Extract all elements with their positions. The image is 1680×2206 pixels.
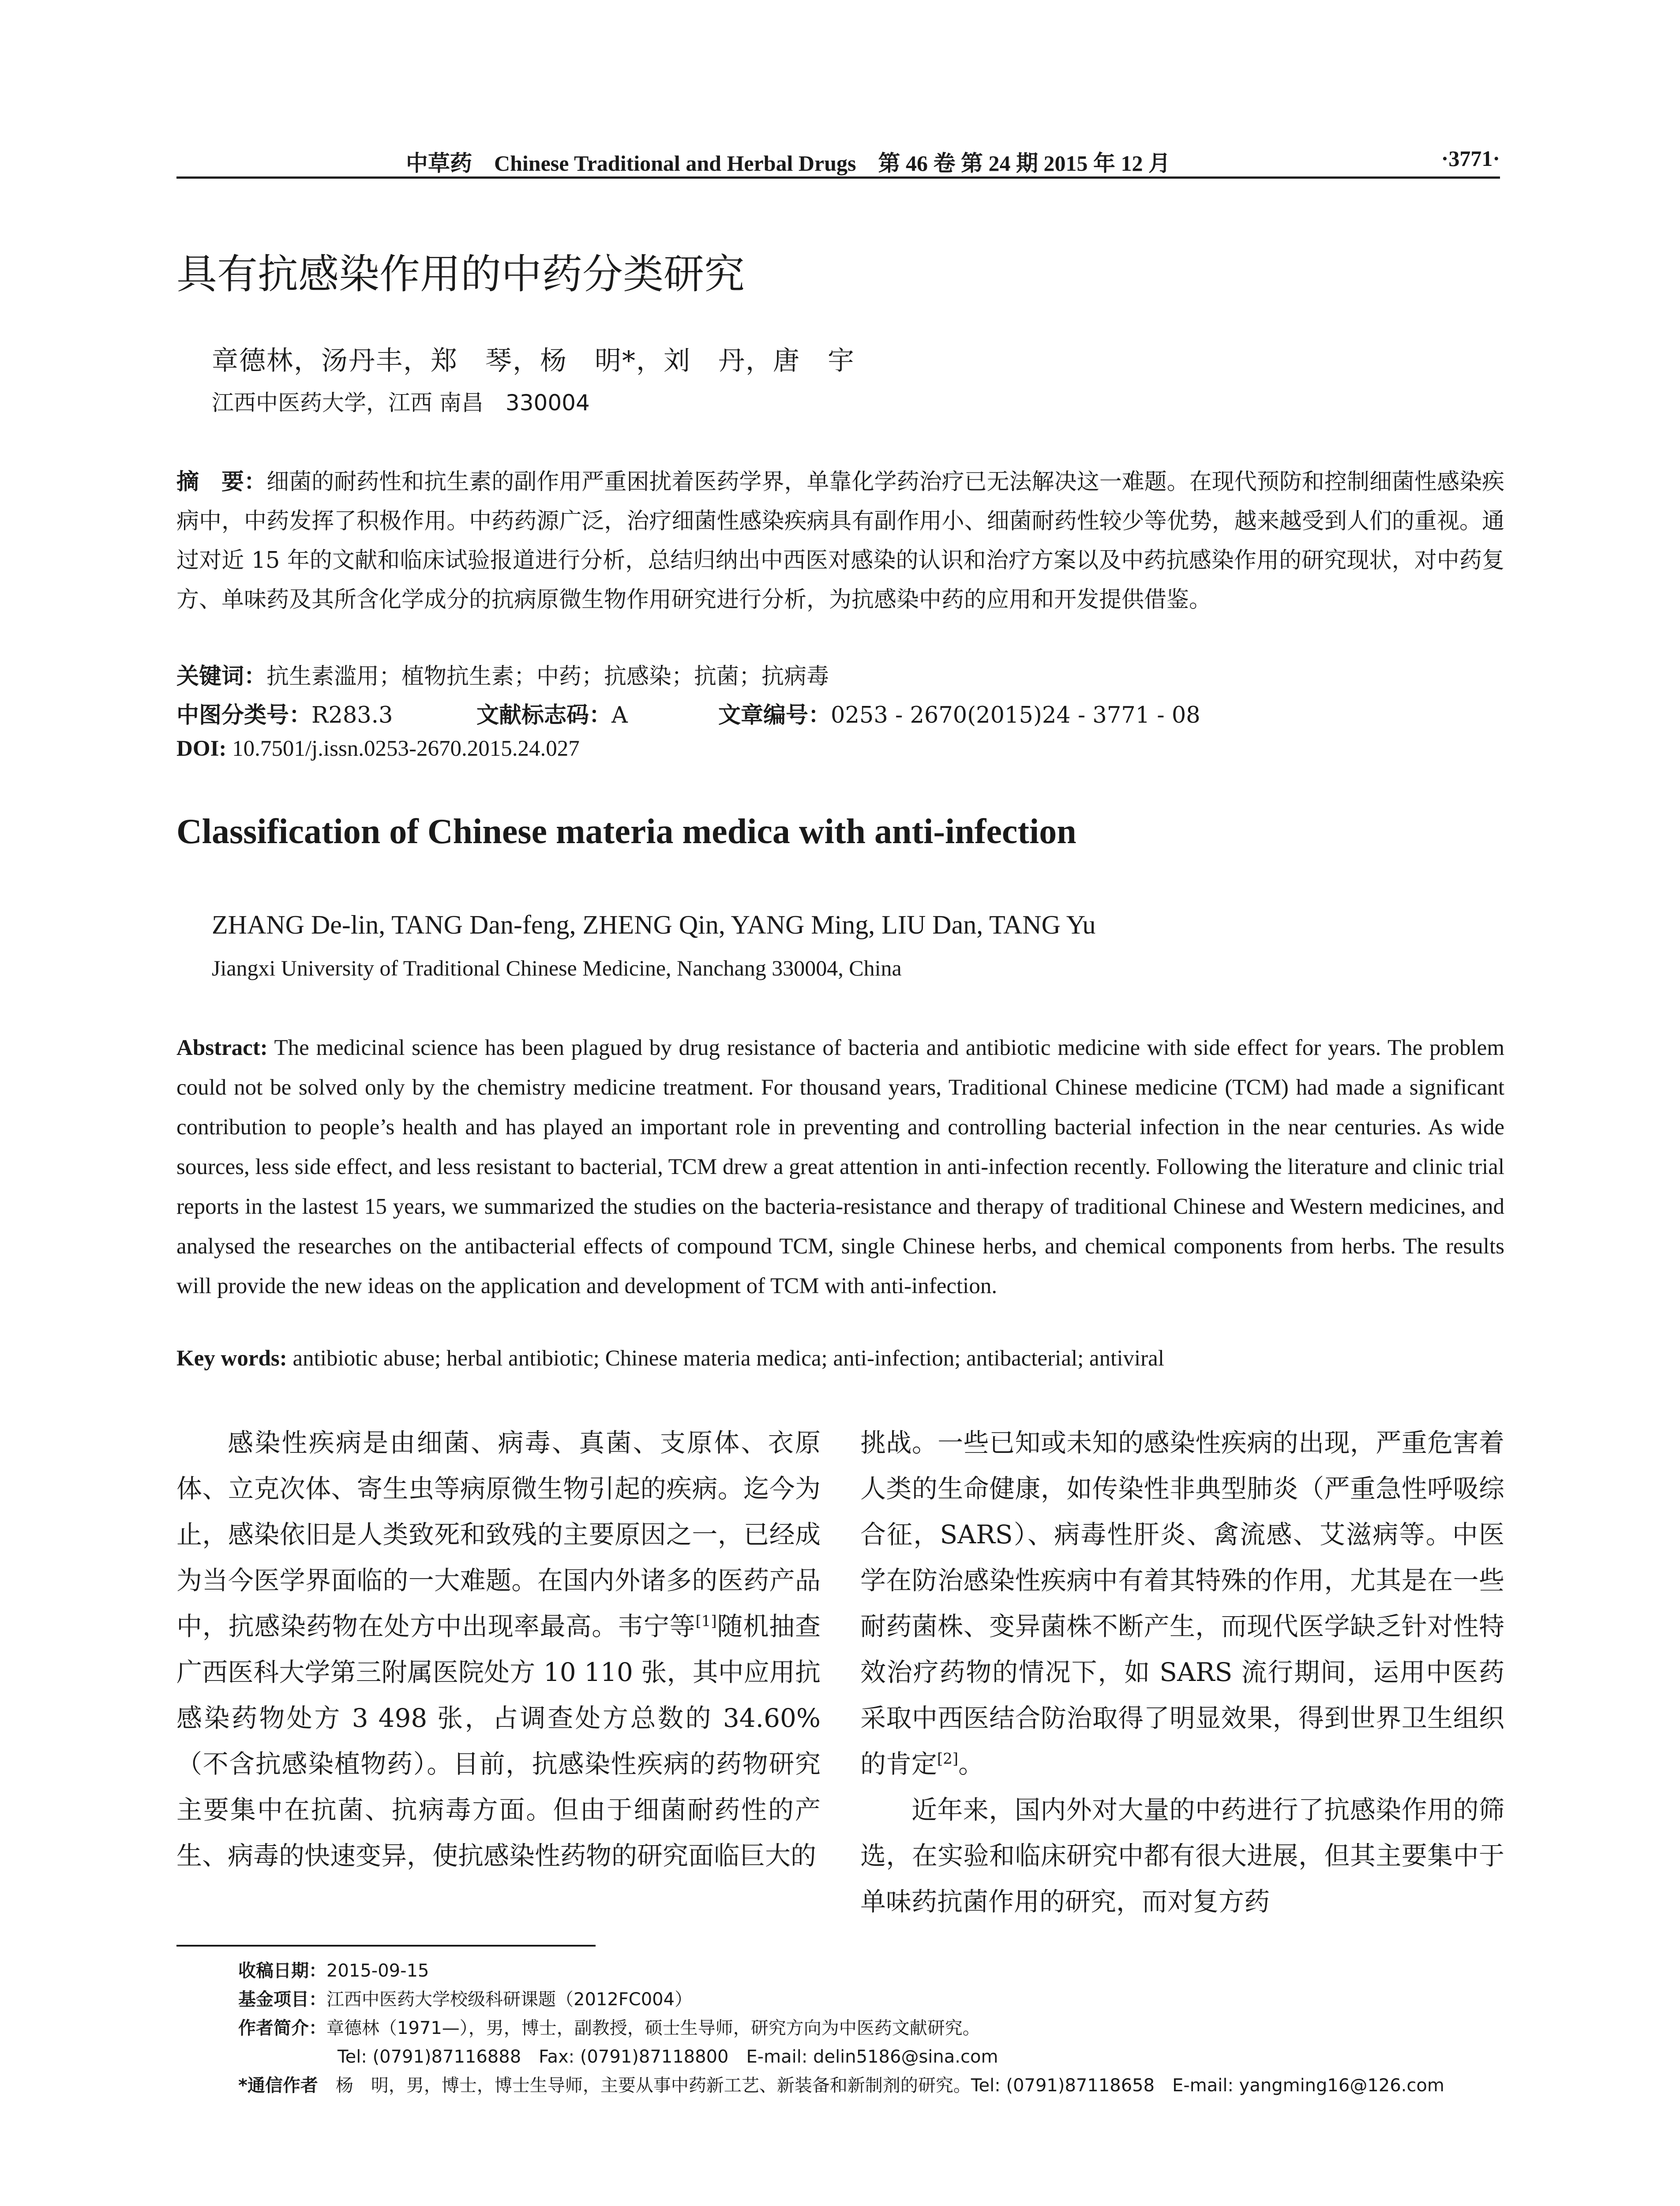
english-abstract-label: Abstract: [176,1035,268,1060]
doi-label: DOI: [176,736,227,761]
running-header [176,140,1500,180]
chinese-affiliation: 江西中医药大学，江西 南昌 330004 [212,390,590,416]
chinese-abstract-label: 摘 要： [176,469,267,495]
body-column-right [860,1420,1504,1925]
english-keywords-text: antibiotic abuse; herbal antibiotic; Chinese materia medica; anti-infection; antibacterial; antiviral [292,1346,1164,1371]
footnote-corresponding: *通信作者 杨 明，男，博士，博士生导师，主要从事中药新工艺、新装备和新制剂的研究。Tel: (0791)87118658 E-mail: yangming16@126.com [238,2075,1444,2096]
english-affiliation: Jiangxi University of Traditional Chinese Medicine, Nanchang 330004, China [212,956,902,980]
article-number: 文章编号：0253 - 2670(2015)24 - 3771 - 08 [718,702,1200,728]
footnote-author-bio: 作者简介：章德林（1971—），男，博士，副教授，硕士生导师，研究方向为中医药文献研究。 [238,2018,980,2038]
english-abstract-text: The medicinal science has been plagued by drug resistance of bacteria and antibiotic medicine with side effect for years. The problem could not be solved only by the chemistry medicine treatment. For thousand years, Traditional Chinese medicine (TCM) had made a significant contribution to people’s health and has played an important role in preventing and controlling bacterial infection in the near centuries. As wide sources, less side effect, and less resistant to bacterial, TCM drew a great attention in anti-infection recently. Following the literature and clinic trial reports in the lastest 15 years, we summarized the studies on the bacteria-resistance and therapy of traditional Chinese and Western medicines, and analysed the researches on the antibacterial effects of compound TCM, single Chinese herbs, and chemical components from herbs. The results will provide the new ideas on the application and development of TCM with anti-infection. [176,1035,1504,1298]
body-paragraph: 近年来，国内外对大量的中药进行了抗感染作用的筛选，在实验和临床研究中都有很大进展，但其主要集中于单味药抗菌作用的研究，而对复方药 [860,1795,1504,1917]
doi [176,736,580,762]
chinese-authors: 章德林，汤丹丰，郑 琴，杨 明*，刘 丹，唐 宇 [212,345,855,376]
footnote-author-contact: Tel: (0791)87116888 Fax: (0791)87118800 E-mail: delin5186@sina.com [338,2047,998,2067]
clc-number: 中图分类号：R283.3 [176,702,393,728]
chinese-abstract [176,462,1504,619]
chinese-keywords-label: 关键词： [176,664,267,690]
reference-marker[interactable]: [1] [695,1612,717,1630]
reference-marker[interactable]: [2] [937,1750,959,1768]
english-keywords-label: Key words: [176,1346,287,1371]
document-code: 文献标志码：A [476,702,628,728]
footnote-fund: 基金项目：江西中医药大学校级科研课题（2012FC004） [238,1989,693,2010]
footnote-rule [176,1945,596,1947]
chinese-abstract-text: 细菌的耐药性和抗生素的副作用严重困扰着医药学界，单靠化学药治疗已无法解决这一难题。在现代预防和控制细菌性感染疾病中，中药发挥了积极作用。中药药源广泛，治疗细菌性感染疾病具有副作用小、细菌耐药性较少等优势，越来越受到人们的重视。通过对近 15 年的文献和临床试验报道进行分析，总结归纳出中西医对感染的认识和治疗方案以及中药抗感染作用的研究现状，对中药复方、单味药及其所含化学成分的抗病原微生物作用研究进行分析，为抗感染中药的应用和开发提供借鉴。 [176,469,1504,613]
footnote-received: 收稿日期：2015-09-15 [238,1961,429,1981]
english-keywords [176,1346,1504,1371]
header-rule [176,176,1500,179]
doi-value: 10.7501/j.issn.0253-2670.2015.24.027 [232,736,580,761]
english-abstract [176,1028,1504,1306]
journal-info: 中草药 Chinese Traditional and Herbal Drugs 第 46 卷 第 24 期 2015 年 12 月 [406,151,1170,176]
chinese-keywords-text: 抗生素滥用；植物抗生素；中药；抗感染；抗菌；抗病毒 [266,664,829,690]
english-title: Classification of Chinese materia medica with anti-infection [176,812,1076,851]
body-column-left [176,1420,821,1879]
chinese-keywords [176,658,1504,690]
english-authors: ZHANG De-lin, TANG Dan-feng, ZHENG Qin, YANG Ming, LIU Dan, TANG Yu [212,910,1096,939]
classification-line [176,697,1504,728]
page-number: ·3771· [1441,146,1500,171]
body-paragraph: 挑战。一些已知或未知的感染性疾病的出现，严重危害着人类的生命健康，如传染性非典型肺炎（严重急性呼吸综合征，SARS）、病毒性肝炎、禽流感、艾滋病等。中医学在防治感染性疾病中有着其特殊的作用，尤其是在一些耐药菌株、变异菌株不断产生，而现代医学缺乏针对性特效治疗药物的情况下，如 SARS 流行期间，运用中医药采取中西医结合防治取得了明显效果，得到世界卫生组织的肯定[2]。 [860,1428,1504,1779]
chinese-title: 具有抗感染作用的中药分类研究 [176,251,745,298]
body-paragraph: 感染性疾病是由细菌、病毒、真菌、支原体、衣原体、立克次体、寄生虫等病原微生物引起的疾病。迄今为止，感染依旧是人类致死和致残的主要原因之一，已经成为当今医学界面临的一大难题。在国内外诸多的医药产品中，抗感染药物在处方中出现率最高。韦宁等[1]随机抽查广西医科大学第三附属医院处方 10 110 张，其中应用抗感染药物处方 3 498 张，占调查处方总数的 34.60%（不含抗感染植物药）。目前，抗感染性疾病的药物研究主要集中在抗菌、抗病毒方面。但由于细菌耐药性的产生、病毒的快速变异，使抗感染性药物的研究面临巨大的 [176,1428,821,1871]
